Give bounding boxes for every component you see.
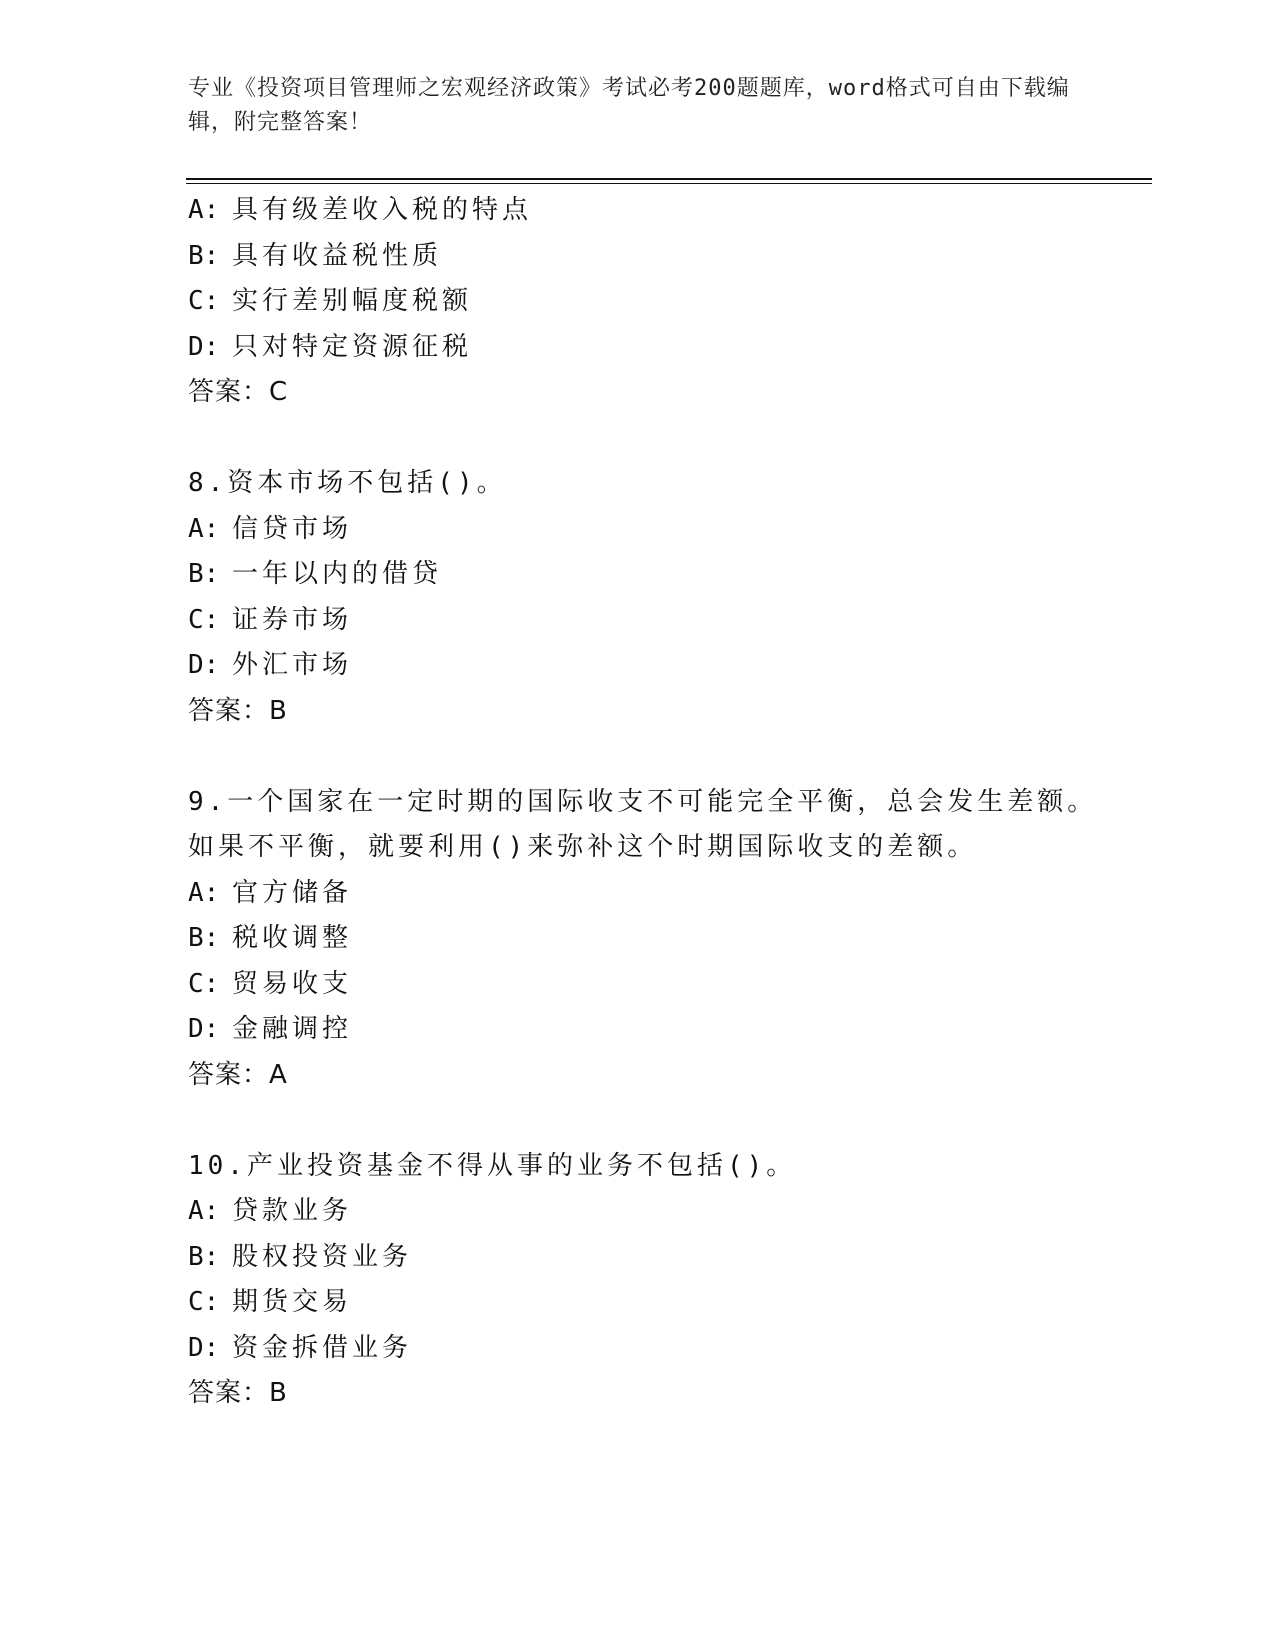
question-stem: 10.产业投资基金不得从事的业务不包括()。: [188, 1150, 797, 1181]
option-a: A: 信贷市场: [188, 513, 353, 544]
option-c: C: 实行差别幅度税额: [188, 286, 473, 316]
header-text: 专业《投资项目管理师之宏观经济政策》考试必考200题题库，word格式可自由下载编辑，附完整答案！: [188, 76, 1070, 135]
spacer: [188, 1098, 1088, 1144]
answer: 答案：C: [188, 377, 289, 407]
option-b: B: 税收调整: [188, 923, 353, 953]
option-a: A: 贷款业务: [188, 1196, 353, 1226]
document-header: [188, 72, 1078, 140]
question-list: [188, 188, 1098, 1417]
option-c: C: 贸易收支: [188, 968, 353, 999]
option-d: D: 资金拆借业务: [188, 1332, 413, 1363]
option-d: D: 只对特定资源征税: [188, 331, 473, 362]
option-d: D: 外汇市场: [188, 650, 353, 680]
answer: 答案：B: [188, 1378, 288, 1408]
answer: 答案：B: [188, 695, 288, 726]
option-c: C: 期货交易: [188, 1287, 353, 1317]
answer: 答案：A: [188, 1059, 288, 1090]
option-a: A: 官方储备: [188, 877, 353, 908]
question-9: [188, 780, 1098, 1099]
question-7: [188, 188, 1088, 416]
option-c: C: 证券市场: [188, 604, 353, 635]
header-rule-thin: [186, 183, 1152, 184]
option-b: B: 具有收益税性质: [188, 240, 443, 271]
question-stem-line-2: 如果不平衡，就要利用()来弥补这个时期国际收支的差额。: [188, 832, 978, 862]
header-rule-thick: [186, 178, 1152, 180]
spacer: [188, 734, 1088, 780]
question-10: [188, 1144, 1088, 1417]
option-a: A: 具有级差收入税的特点: [188, 195, 533, 225]
question-8: [188, 461, 1088, 734]
question-stem-line-1: 9.一个国家在一定时期的国际收支不可能完全平衡，总会发生差额。: [188, 786, 1098, 817]
option-b: B: 一年以内的借贷: [188, 559, 443, 589]
spacer: [188, 416, 1088, 462]
option-d: D: 金融调控: [188, 1014, 353, 1044]
option-b: B: 股权投资业务: [188, 1241, 413, 1272]
question-stem: 8.资本市场不包括()。: [188, 468, 507, 498]
